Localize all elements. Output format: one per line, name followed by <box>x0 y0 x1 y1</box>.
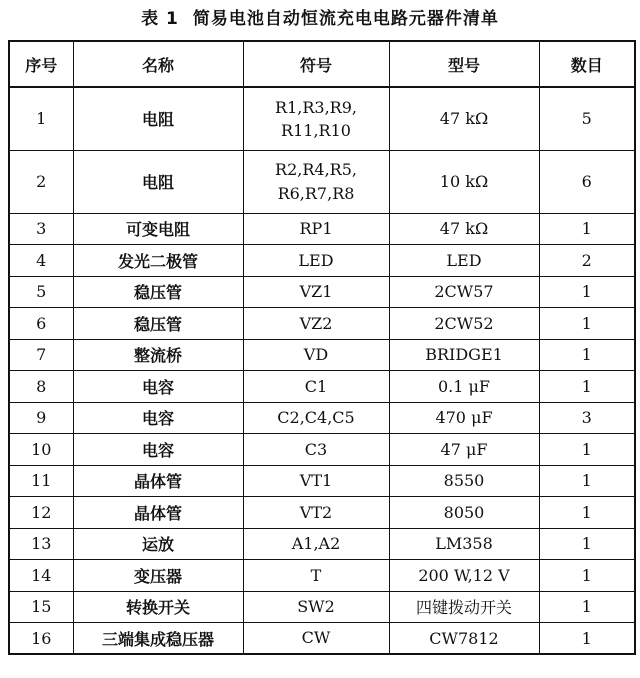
table-row <box>9 434 635 466</box>
symbol-line: VT2 <box>299 502 333 522</box>
component-name: 变压器 <box>73 560 243 592</box>
header-no: 序号 <box>9 41 73 87</box>
component-symbol <box>243 87 389 150</box>
component-symbol <box>243 213 389 245</box>
component-count: 1 <box>539 213 635 245</box>
component-name: 可变电阻 <box>73 213 243 245</box>
component-count: 1 <box>539 371 635 403</box>
component-model: 2CW57 <box>389 276 539 308</box>
table-row <box>9 465 635 497</box>
component-name: 稳压管 <box>73 308 243 340</box>
component-model: BRIDGE1 <box>389 339 539 371</box>
header-row <box>9 41 635 87</box>
symbol-line: T <box>310 565 322 585</box>
symbol-line: R11,R10 <box>281 120 351 140</box>
component-name: 发光二极管 <box>73 245 243 277</box>
row-number: 13 <box>9 528 73 560</box>
symbol-line: LED <box>298 250 334 270</box>
component-symbol <box>243 497 389 529</box>
row-number: 2 <box>9 150 73 213</box>
component-count: 1 <box>539 308 635 340</box>
table-row <box>9 276 635 308</box>
component-name: 电容 <box>73 434 243 466</box>
row-number: 9 <box>9 402 73 434</box>
component-symbol <box>243 276 389 308</box>
row-number: 1 <box>9 87 73 150</box>
row-number: 10 <box>9 434 73 466</box>
header-count: 数目 <box>539 41 635 87</box>
component-model: 47 kΩ <box>389 213 539 245</box>
table-row <box>9 560 635 592</box>
table-row <box>9 213 635 245</box>
row-number: 8 <box>9 371 73 403</box>
table-row <box>9 150 635 213</box>
row-number: 15 <box>9 591 73 623</box>
component-model: 200 W,12 V <box>389 560 539 592</box>
table-row <box>9 87 635 150</box>
symbol-line: R6,R7,R8 <box>277 183 355 203</box>
component-name: 电阻 <box>73 150 243 213</box>
component-symbol <box>243 560 389 592</box>
component-count: 1 <box>539 465 635 497</box>
table-row <box>9 497 635 529</box>
component-name: 电容 <box>73 402 243 434</box>
component-count: 1 <box>539 591 635 623</box>
table-row <box>9 402 635 434</box>
table-caption <box>0 4 640 29</box>
table-row <box>9 339 635 371</box>
component-symbol <box>243 245 389 277</box>
table-title: 简易电池自动恒流充电电路元器件清单 <box>192 9 499 29</box>
table-row <box>9 623 635 655</box>
row-number: 14 <box>9 560 73 592</box>
symbol-line: C3 <box>304 439 328 459</box>
component-model: 10 kΩ <box>389 150 539 213</box>
symbol-line: C2,C4,C5 <box>277 408 355 428</box>
component-count: 2 <box>539 245 635 277</box>
row-number: 6 <box>9 308 73 340</box>
symbol-line: VT1 <box>299 471 333 491</box>
component-name: 稳压管 <box>73 276 243 308</box>
component-count: 1 <box>539 528 635 560</box>
component-name: 电容 <box>73 371 243 403</box>
component-symbol <box>243 434 389 466</box>
component-name: 电阻 <box>73 87 243 150</box>
row-number: 11 <box>9 465 73 497</box>
component-symbol <box>243 150 389 213</box>
table-row <box>9 528 635 560</box>
component-count: 1 <box>539 623 635 655</box>
symbol-line: VZ1 <box>299 282 333 302</box>
component-model: 2CW52 <box>389 308 539 340</box>
component-model: LED <box>389 245 539 277</box>
component-symbol <box>243 339 389 371</box>
component-name: 晶体管 <box>73 465 243 497</box>
table-label: 表 1 <box>141 9 179 29</box>
symbol-line: R1,R3,R9, <box>275 97 357 117</box>
symbol-line: SW2 <box>297 597 335 617</box>
component-list-table <box>8 40 636 655</box>
component-model: CW7812 <box>389 623 539 655</box>
symbol-line: A1,A2 <box>291 534 341 554</box>
component-count: 5 <box>539 87 635 150</box>
component-symbol <box>243 371 389 403</box>
component-name: 运放 <box>73 528 243 560</box>
table-row <box>9 245 635 277</box>
component-name: 整流桥 <box>73 339 243 371</box>
component-model: 四键拨动开关 <box>389 591 539 623</box>
header-symbol: 符号 <box>243 41 389 87</box>
component-count: 1 <box>539 560 635 592</box>
header-name: 名称 <box>73 41 243 87</box>
row-number: 7 <box>9 339 73 371</box>
component-name: 晶体管 <box>73 497 243 529</box>
component-symbol <box>243 528 389 560</box>
component-symbol <box>243 591 389 623</box>
symbol-line: VZ2 <box>299 313 333 333</box>
component-model: 47 μF <box>389 434 539 466</box>
component-count: 3 <box>539 402 635 434</box>
row-number: 16 <box>9 623 73 655</box>
component-count: 1 <box>539 339 635 371</box>
table-row <box>9 371 635 403</box>
component-symbol <box>243 402 389 434</box>
component-count: 1 <box>539 434 635 466</box>
component-symbol <box>243 465 389 497</box>
table-row <box>9 591 635 623</box>
symbol-line: VD <box>303 345 329 365</box>
symbol-line: R2,R4,R5, <box>275 160 357 180</box>
symbol-line: RP1 <box>299 219 333 239</box>
component-count: 6 <box>539 150 635 213</box>
component-count: 1 <box>539 497 635 529</box>
component-count: 1 <box>539 276 635 308</box>
row-number: 3 <box>9 213 73 245</box>
row-number: 4 <box>9 245 73 277</box>
table-body <box>9 87 635 654</box>
row-number: 12 <box>9 497 73 529</box>
component-model: 8550 <box>389 465 539 497</box>
component-model: 0.1 μF <box>389 371 539 403</box>
component-model: LM358 <box>389 528 539 560</box>
component-name: 三端集成稳压器 <box>73 623 243 655</box>
component-symbol <box>243 308 389 340</box>
symbol-line: C1 <box>304 376 328 396</box>
table-row <box>9 308 635 340</box>
component-model: 470 μF <box>389 402 539 434</box>
component-symbol <box>243 623 389 655</box>
symbol-line: CW <box>301 628 331 648</box>
row-number: 5 <box>9 276 73 308</box>
component-name: 转换开关 <box>73 591 243 623</box>
component-model: 8050 <box>389 497 539 529</box>
component-model: 47 kΩ <box>389 87 539 150</box>
header-model: 型号 <box>389 41 539 87</box>
